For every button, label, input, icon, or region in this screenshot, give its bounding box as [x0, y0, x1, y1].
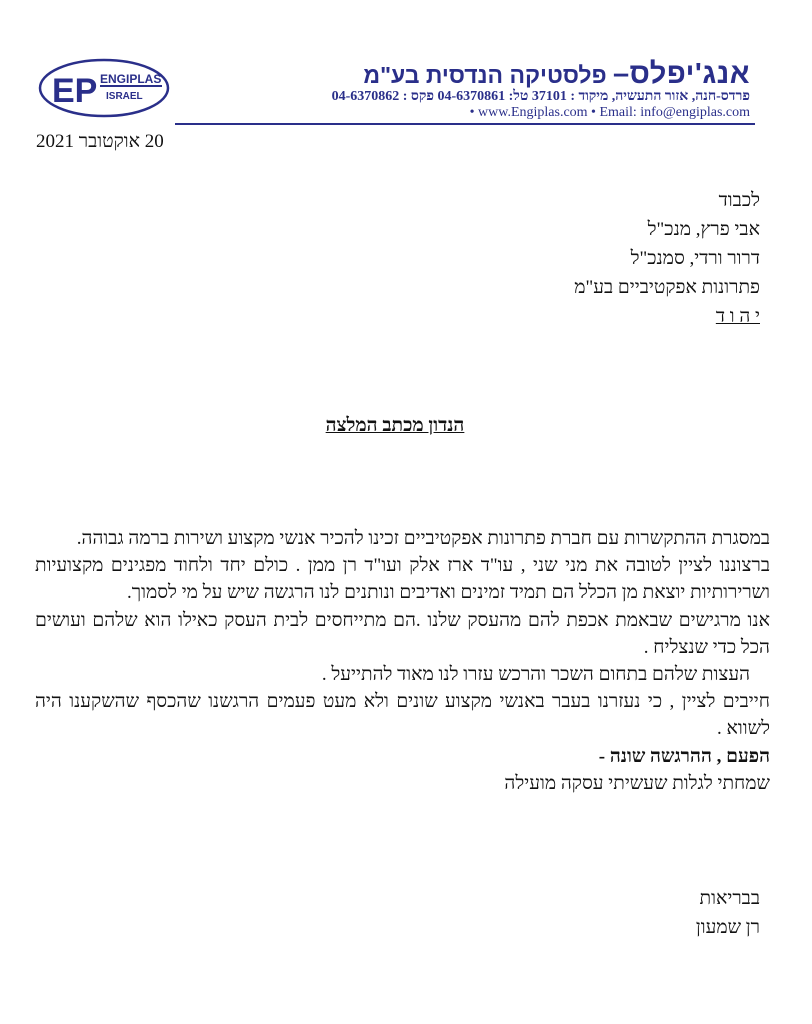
recipient-line-1: אבי פרץ, מנכ"ל	[647, 219, 760, 240]
recipient-line-2: דרור ורדי, סמנכ"ל	[630, 248, 760, 269]
body-paragraph-3: אנו מרגישים שבאמת אכפת להם מהעסק שלנו .הם מתייחסים לבית העסק כאילו הוא שלהם ועושים הכל כדי שנצליח .	[35, 609, 770, 658]
letter-date: 20 אוקטובר 2021	[36, 131, 164, 152]
body-paragraph-4: העצות שלהם בתחום השכר והרכש עזרו לנו מאוד להתייעל .	[321, 664, 750, 686]
logo-country: ISRAEL	[106, 91, 143, 102]
logo-brand: ENGIPLAS	[100, 72, 162, 86]
body-paragraph-7: שמחתי לגלות שעשיתי עסקה מועילה	[504, 772, 770, 794]
company-name-line	[363, 58, 750, 91]
signer-name: רן שמעון	[695, 917, 760, 938]
recipient-line-3: פתרונות אפקטיביים בע"מ	[574, 277, 760, 298]
body-paragraph-2: ברצוננו לציין לטובה את מני שני , עו"ד ארז אלק ועו"ד רן ממן . כולם יחד ולחוד מפגינים מקצועיות ושרירותיות יוצאת מן הכלל הם תמיד זמינים ואדיבים ונותנים לנו הרגשה שיש על מי לסמוך.	[35, 555, 770, 604]
body-paragraph-1: במסגרת ההתקשרות עם חברת פתרונות אפקטיביים זכינו להכיר אנשי מקצוע ושירות ברמה גבוהה.	[76, 528, 770, 549]
company-logo	[38, 58, 170, 118]
recipient-city: י ה ו ד	[715, 306, 760, 327]
company-web-email: • www.Engiplas.com • Email: info@engiplas.com	[469, 105, 750, 120]
letter-body	[35, 525, 770, 797]
company-name: אנג'יפלס–	[612, 58, 750, 90]
company-address: פרדס-חנה, אזור התעשיה, מיקוד : 37101 טל: 04-6370861 פקס : 04-6370862	[331, 89, 750, 104]
closing-regards: בבריאות	[699, 888, 760, 909]
body-paragraph-5: חייבים לציין , כי נעזרנו בעבר באנשי מקצוע שונים ולא מעט פעמים הרגשנו שהכסף שהשקענו היה לשווא .	[35, 691, 770, 740]
recipient-salutation: לכבוד	[718, 190, 760, 211]
logo-monogram: EP	[52, 72, 98, 110]
company-description: פלסטיקה הנדסית בע"מ	[363, 62, 607, 88]
letterhead-divider	[175, 123, 755, 125]
letter-subject: הנדון מכתב המלצה	[325, 415, 465, 436]
body-paragraph-6: הפעם , ההרגשה שונה -	[598, 745, 770, 767]
